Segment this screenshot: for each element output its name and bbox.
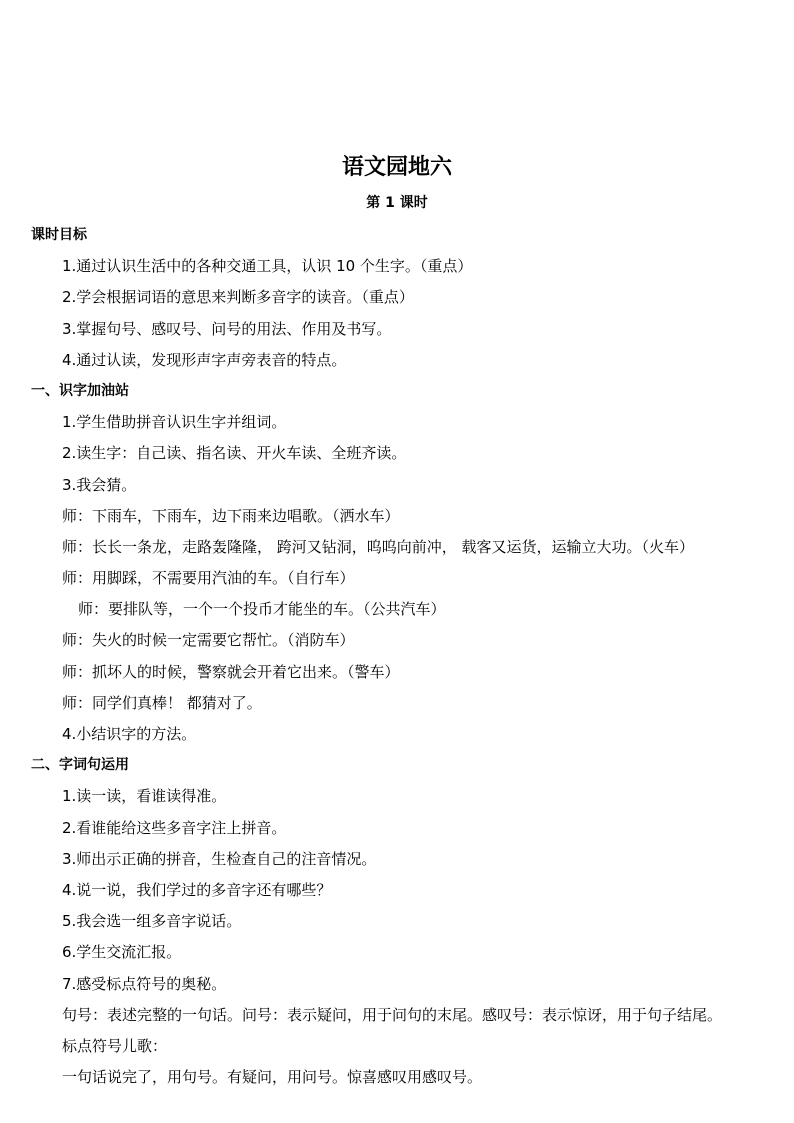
part1-item: 1.学生借助拼音认识生字并组词。 xyxy=(62,413,287,432)
objective-item: 1.通过认识生活中的各种交通工具，认识 10 个生字。（重点） xyxy=(62,257,473,276)
part1-riddle: 师：同学们真棒！ 都猜对了。 xyxy=(62,693,262,712)
part2-item: 1.读一读，看谁读得准。 xyxy=(62,787,227,806)
section-heading-objectives: 课时目标 xyxy=(31,227,87,243)
part2-item: 6.学生交流汇报。 xyxy=(62,943,182,962)
objective-item: 2.学会根据词语的意思来判断多音字的读音。（重点） xyxy=(62,288,414,307)
objective-item: 3.掌握句号、感叹号、问号的用法、作用及书写。 xyxy=(62,319,392,338)
part1-item: 2.读生字：自己读、指名读、开火车读、全班齐读。 xyxy=(62,444,407,463)
part2-item: 5.我会选一组多音字说话。 xyxy=(62,912,242,931)
part2-item: 2.看谁能给这些多音字注上拼音。 xyxy=(62,818,287,837)
part2-item: 7.感受标点符号的奥秘。 xyxy=(62,974,227,993)
part2-item: 4.说一说，我们学过的多音字还有哪些？ xyxy=(62,880,332,899)
part1-riddle: 师：失火的时候一定需要它帮忙。（消防车） xyxy=(62,631,355,650)
part2-item: 3.师出示正确的拼音，生检查自己的注音情况。 xyxy=(62,849,377,868)
part1-item: 3.我会猜。 xyxy=(62,475,137,494)
document-body xyxy=(31,220,791,1093)
part1-riddle: 师：用脚踩，不需要用汽油的车。（自行车） xyxy=(62,569,355,588)
lesson-subtitle: 第 1 课时 xyxy=(366,195,428,211)
part2-explanation: 一句话说完了，用句号。有疑问，用问号。惊喜感叹用感叹号。 xyxy=(62,1068,483,1087)
part1-riddle: 师：长长一条龙，走路轰隆隆， 跨河又钻洞，呜呜向前冲， 载客又运货，运输立大功。（火车） xyxy=(62,537,695,556)
part1-item: 4.小结识字的方法。 xyxy=(62,725,197,743)
part2-explanation: 标点符号儿歌： xyxy=(62,1036,168,1055)
objective-item: 4.通过认读，发现形声字声旁表音的特点。 xyxy=(62,350,347,369)
section-heading-part2: 二、字词句运用 xyxy=(31,757,129,774)
part1-riddle: 师：要排队等，一个一个投币才能坐的车。（公共汽车） xyxy=(78,600,446,619)
document-title: 语文园地六 xyxy=(341,155,452,180)
part1-riddle: 师：抓坏人的时候，警察就会开着它出来。（警车） xyxy=(62,662,400,681)
part2-explanation: 句号：表述完整的一句话。问号：表示疑问，用于问句的末尾。感叹号：表示惊讶，用于句子结尾。 xyxy=(62,1005,723,1024)
part1-riddle: 师：下雨车，下雨车，边下雨来边唱歌。（洒水车） xyxy=(62,506,400,525)
section-heading-part1: 一、识字加油站 xyxy=(31,382,129,399)
